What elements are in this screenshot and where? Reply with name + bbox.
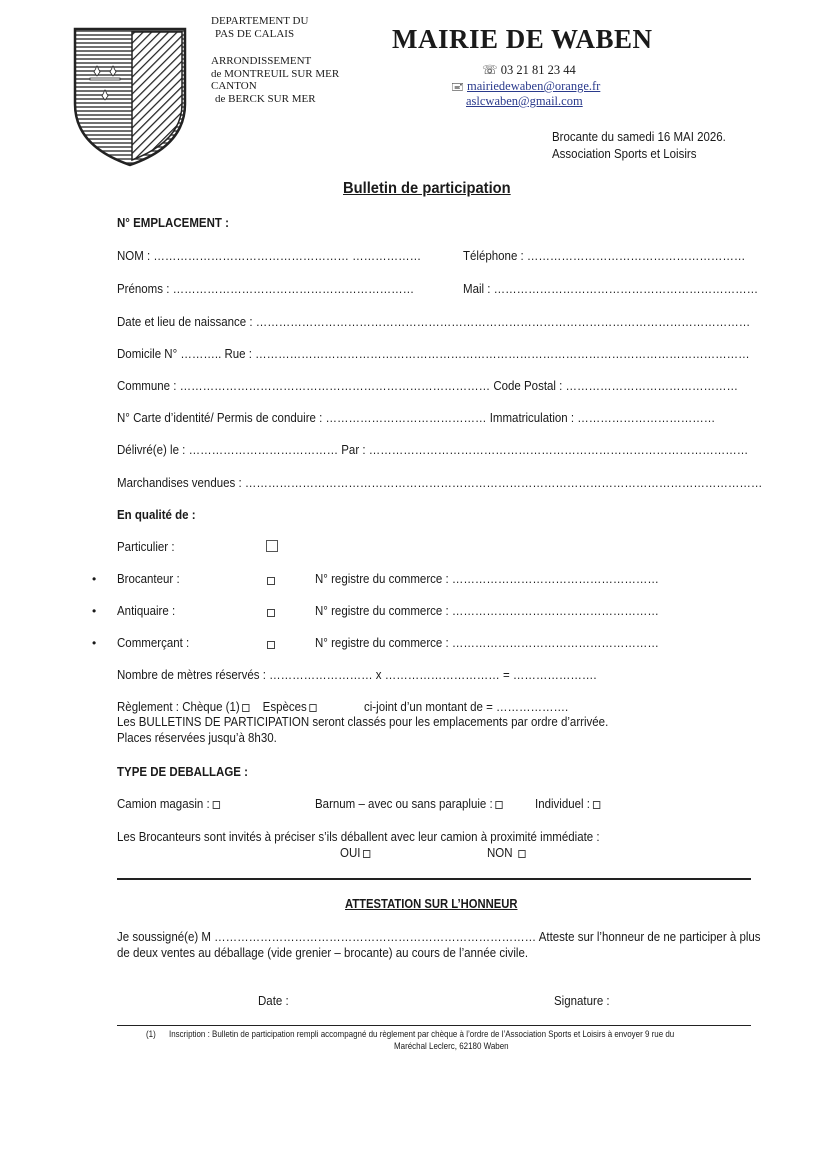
form-title: Bulletin de participation bbox=[343, 180, 511, 197]
phone-number: 03 21 81 23 44 bbox=[500, 63, 576, 77]
non-checkbox[interactable] bbox=[519, 850, 526, 858]
individuel-option bbox=[535, 797, 600, 811]
coat-of-arms-logo bbox=[72, 26, 188, 168]
oui-checkbox[interactable] bbox=[363, 850, 370, 858]
camion-proximite-note: Les Brocanteurs sont invités à préciser s’ils déballent avec leur camion à proximité immédiate : bbox=[117, 830, 600, 844]
individuel-checkbox[interactable] bbox=[593, 801, 600, 809]
brocanteur-label: Brocanteur : bbox=[117, 572, 180, 586]
particulier-label: Particulier : bbox=[117, 540, 175, 554]
mail-icon: 🖃 bbox=[451, 81, 464, 93]
classement-note: Les BULLETINS DE PARTICIPATION seront classés pour les emplacements par ordre d’arrivée. bbox=[117, 715, 609, 729]
department-block bbox=[211, 15, 308, 40]
montant-field[interactable]: ci-joint d’un montant de = ………………. bbox=[364, 700, 569, 714]
commercant-label: Commerçant : bbox=[117, 636, 190, 650]
arrondissement-line: de MONTREUIL SUR MER bbox=[211, 67, 340, 80]
oui-option bbox=[340, 846, 371, 860]
nom-field[interactable]: NOM : …………………………………………… ……………… bbox=[117, 249, 422, 263]
section-divider bbox=[117, 878, 751, 880]
bullet-icon: • bbox=[92, 572, 97, 586]
signature-field[interactable]: Signature : bbox=[554, 994, 610, 1008]
page-title: MAIRIE DE WABEN bbox=[392, 24, 653, 54]
department-line: DEPARTEMENT DU bbox=[211, 15, 309, 27]
phone-line bbox=[482, 62, 576, 78]
especes-checkbox[interactable] bbox=[310, 704, 317, 712]
deballage-heading: TYPE DE DEBALLAGE : bbox=[117, 765, 248, 779]
cheque-label: Règlement : Chèque (1) bbox=[117, 700, 240, 714]
camion-checkbox[interactable] bbox=[212, 801, 219, 809]
organizer: Association Sports et Loisirs bbox=[552, 147, 697, 161]
emplacement-label: N° EMPLACEMENT : bbox=[117, 216, 229, 230]
commercant-checkbox[interactable] bbox=[267, 641, 275, 649]
individuel-label: Individuel : bbox=[535, 797, 590, 811]
arrondissement-block bbox=[211, 55, 339, 105]
particulier-checkbox[interactable] bbox=[266, 540, 278, 552]
carte-identite-field[interactable]: N° Carte d’identité/ Permis de conduire : …………………………………… Immatriculation : ……………………………… bbox=[117, 411, 716, 425]
cheque-checkbox[interactable] bbox=[242, 704, 249, 712]
registre-field-antiquaire[interactable]: N° registre du commerce : ……………………………………………… bbox=[315, 604, 659, 618]
footnote-number: (1) bbox=[146, 1029, 156, 1040]
horaire-note: Places réservées jusqu’à 8h30. bbox=[117, 731, 277, 745]
footnote-address: Maréchal Leclerc, 62180 Waben bbox=[394, 1041, 509, 1052]
attestation-title: ATTESTATION SUR L’HONNEUR bbox=[345, 897, 518, 911]
especes-label: Espèces bbox=[262, 700, 307, 714]
registre-field-commercant[interactable]: N° registre du commerce : ……………………………………………… bbox=[315, 636, 659, 650]
registre-field-brocanteur[interactable]: N° registre du commerce : ……………………………………………… bbox=[315, 572, 659, 586]
barnum-checkbox[interactable] bbox=[495, 801, 502, 809]
email-link-asl[interactable]: aslcwaben@gmail.com bbox=[466, 94, 583, 108]
qualite-heading: En qualité de : bbox=[117, 508, 196, 522]
footnote-text: Inscription : Bulletin de participation rempli accompagné du règlement par chèque à l’ordre de l’Association Sports et Loisirs à envoyer 9 rue du bbox=[169, 1029, 675, 1040]
bullet-icon: • bbox=[92, 604, 97, 618]
non-label: NON bbox=[487, 846, 513, 860]
non-option bbox=[487, 846, 526, 860]
metres-field[interactable]: Nombre de mètres réservés : ……………………… x ………………………… = …………………. bbox=[117, 668, 597, 682]
mail-field[interactable]: Mail : …………………………………………………………… bbox=[463, 282, 759, 296]
barnum-label: Barnum – avec ou sans parapluie : bbox=[315, 797, 493, 811]
delivre-field[interactable]: Délivré(e) le : ………………………………… Par : ……………………………………………………………………………………… bbox=[117, 443, 749, 457]
naissance-field[interactable]: Date et lieu de naissance : ………………………………………………………………………………………………………………… bbox=[117, 315, 751, 329]
phone-icon: ☏ bbox=[482, 63, 498, 77]
camion-label: Camion magasin : bbox=[117, 797, 210, 811]
marchandises-field[interactable]: Marchandises vendues : ……………………………………………………………………………………………………………………… bbox=[117, 476, 763, 490]
attestation-text-cont: de deux ventes au déballage (vide grenier – brocante) au cours de l’année civile. bbox=[117, 946, 529, 960]
oui-label: OUI bbox=[340, 846, 361, 860]
attestation-text[interactable]: Je soussigné(e) M ………………………………………………………………………… Atteste sur l’honneur de ne participer à plus bbox=[117, 930, 761, 944]
commune-field[interactable]: Commune : ……………………………………………………………………… Code Postal : ……………………………………… bbox=[117, 379, 739, 393]
event-date: Brocante du samedi 16 MAI 2026. bbox=[552, 130, 726, 144]
domicile-field[interactable]: Domicile N° ……….. Rue : ………………………………………………………………………………………………………………… bbox=[117, 347, 750, 361]
arrondissement-line: ARRONDISSEMENT bbox=[211, 55, 312, 67]
email-link-mairie[interactable]: mairiedewaben@orange.fr bbox=[467, 79, 601, 93]
barnum-option bbox=[315, 797, 503, 811]
antiquaire-label: Antiquaire : bbox=[117, 604, 176, 618]
date-field[interactable]: Date : bbox=[258, 994, 289, 1008]
department-line: PAS DE CALAIS bbox=[215, 27, 295, 40]
brocanteur-checkbox[interactable] bbox=[267, 577, 275, 585]
reglement-line bbox=[117, 700, 317, 714]
canton-line: CANTON bbox=[211, 80, 257, 92]
telephone-field[interactable]: Téléphone : ………………………………………………… bbox=[463, 249, 746, 263]
bullet-icon: • bbox=[92, 636, 97, 650]
camion-option bbox=[117, 797, 220, 811]
canton-line: de BERCK SUR MER bbox=[215, 92, 316, 105]
prenoms-field[interactable]: Prénoms : ……………………………………………………… bbox=[117, 282, 415, 296]
footnote-divider bbox=[117, 1025, 751, 1026]
antiquaire-checkbox[interactable] bbox=[267, 609, 275, 617]
